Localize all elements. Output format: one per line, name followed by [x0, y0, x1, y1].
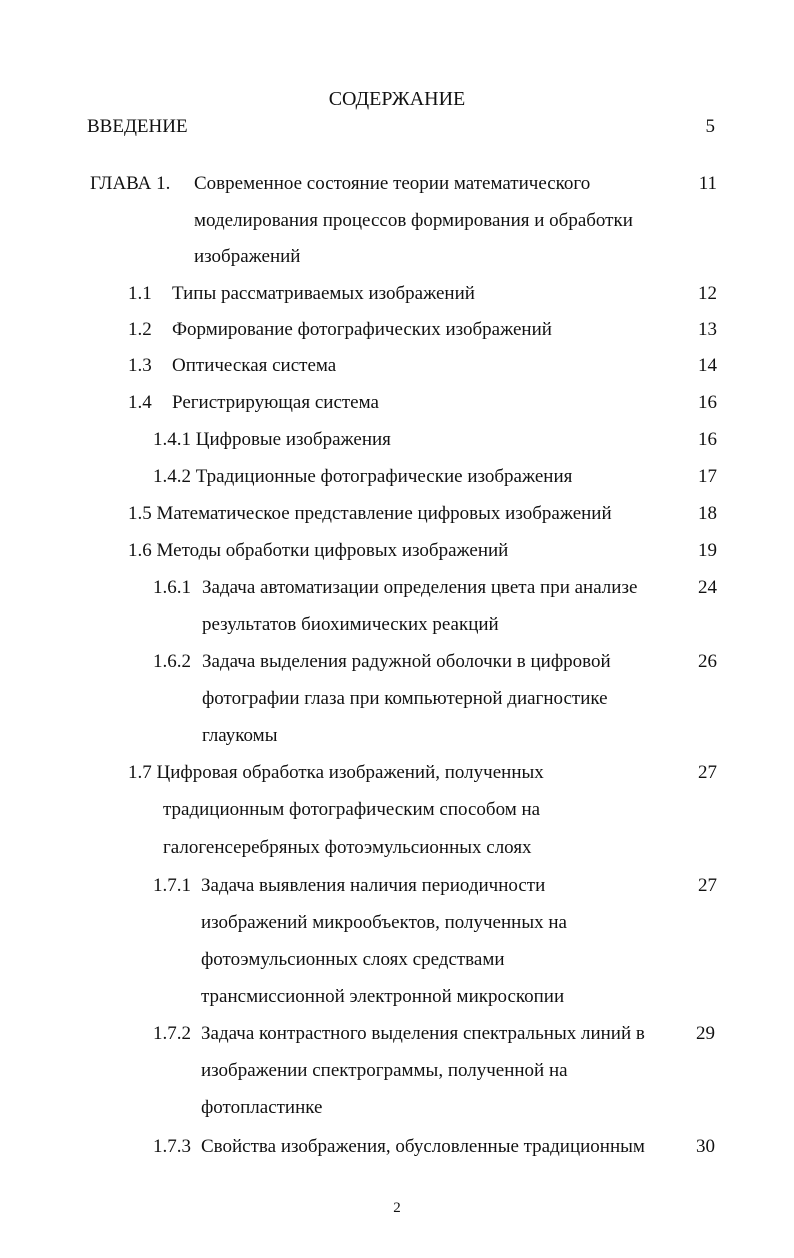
toc-subsection-number: 1.6.2: [153, 651, 191, 672]
toc-section-number: 1.1: [128, 283, 152, 304]
toc-subsection-line[interactable]: Задача контрастного выделения спектральных линий в: [201, 1023, 645, 1044]
toc-subsection-number: 1.6.1: [153, 577, 191, 598]
toc-section-title[interactable]: Регистрирующая система: [172, 392, 379, 413]
toc-subsection-title[interactable]: 1.4.1 Цифровые изображения: [153, 429, 391, 450]
toc-section-line[interactable]: галогенсеребряных фотоэмульсионных слоях: [163, 837, 532, 858]
toc-chapter1-line[interactable]: моделирования процессов формирования и обработки: [194, 210, 633, 231]
toc-section-page: 16: [698, 392, 717, 413]
toc-subsection-line[interactable]: Свойства изображения, обусловленные традиционным: [201, 1136, 645, 1157]
toc-section-title[interactable]: Типы рассматриваемых изображений: [172, 283, 475, 304]
toc-section-page: 14: [698, 355, 717, 376]
toc-subsection-number: 1.7.1: [153, 875, 191, 896]
toc-subsection-title[interactable]: 1.4.2 Традиционные фотографические изображения: [153, 466, 573, 487]
toc-subsection-page: 24: [698, 577, 717, 598]
toc-subsection-line[interactable]: фотографии глаза при компьютерной диагностике: [202, 688, 608, 709]
page-title: СОДЕРЖАНИЕ: [328, 88, 466, 110]
toc-section-line[interactable]: 1.7 Цифровая обработка изображений, полученных: [128, 762, 544, 783]
toc-subsection-page: 17: [698, 466, 717, 487]
toc-subsection-page: 16: [698, 429, 717, 450]
toc-subsection-line[interactable]: фотопластинке: [201, 1097, 323, 1118]
toc-intro-label[interactable]: ВВЕДЕНИЕ: [87, 116, 188, 137]
toc-section-title[interactable]: 1.5 Математическое представление цифровых изображений: [128, 503, 612, 524]
toc-subsection-number: 1.7.3: [153, 1136, 191, 1157]
toc-section-title[interactable]: Оптическая система: [172, 355, 337, 376]
toc-section-title[interactable]: 1.6 Методы обработки цифровых изображений: [128, 540, 509, 561]
toc-section-page: 12: [698, 283, 717, 304]
toc-section-number: 1.3: [128, 355, 152, 376]
toc-subsection-page: 26: [698, 651, 717, 672]
toc-section-number: 1.4: [128, 392, 152, 413]
toc-section-page: 27: [698, 762, 717, 783]
toc-section-number: 1.2: [128, 319, 152, 340]
toc-chapter1-page: 11: [698, 173, 717, 194]
toc-subsection-line[interactable]: глаукомы: [202, 725, 278, 746]
toc-subsection-line[interactable]: результатов биохимических реакций: [202, 614, 499, 635]
toc-intro-page: 5: [705, 116, 715, 137]
toc-subsection-page: 30: [696, 1136, 715, 1157]
toc-section-title[interactable]: Формирование фотографических изображений: [172, 319, 552, 340]
toc-subsection-line[interactable]: изображений микрообъектов, полученных на: [201, 912, 567, 933]
toc-subsection-page: 27: [698, 875, 717, 896]
toc-chapter1-line[interactable]: Современное состояние теории математического: [194, 173, 591, 194]
toc-section-page: 18: [698, 503, 717, 524]
toc-chapter1-label[interactable]: ГЛАВА 1.: [90, 173, 171, 194]
toc-subsection-number: 1.7.2: [153, 1023, 191, 1044]
toc-section-line[interactable]: традиционным фотографическим способом на: [163, 799, 541, 820]
toc-section-page: 13: [698, 319, 717, 340]
toc-subsection-line[interactable]: фотоэмульсионных слоях средствами: [201, 949, 505, 970]
toc-subsection-line[interactable]: изображении спектрограммы, полученной на: [201, 1060, 568, 1081]
toc-subsection-line[interactable]: трансмиссионной электронной микроскопии: [201, 986, 565, 1007]
toc-subsection-page: 29: [696, 1023, 715, 1044]
toc-subsection-line[interactable]: Задача выявления наличия периодичности: [201, 875, 546, 896]
toc-subsection-line[interactable]: Задача автоматизации определения цвета при анализе: [202, 577, 638, 598]
toc-section-page: 19: [698, 540, 717, 561]
toc-subsection-line[interactable]: Задача выделения радужной оболочки в цифровой: [202, 651, 611, 672]
toc-chapter1-line[interactable]: изображений: [194, 246, 301, 267]
page-number: 2: [393, 1200, 401, 1216]
